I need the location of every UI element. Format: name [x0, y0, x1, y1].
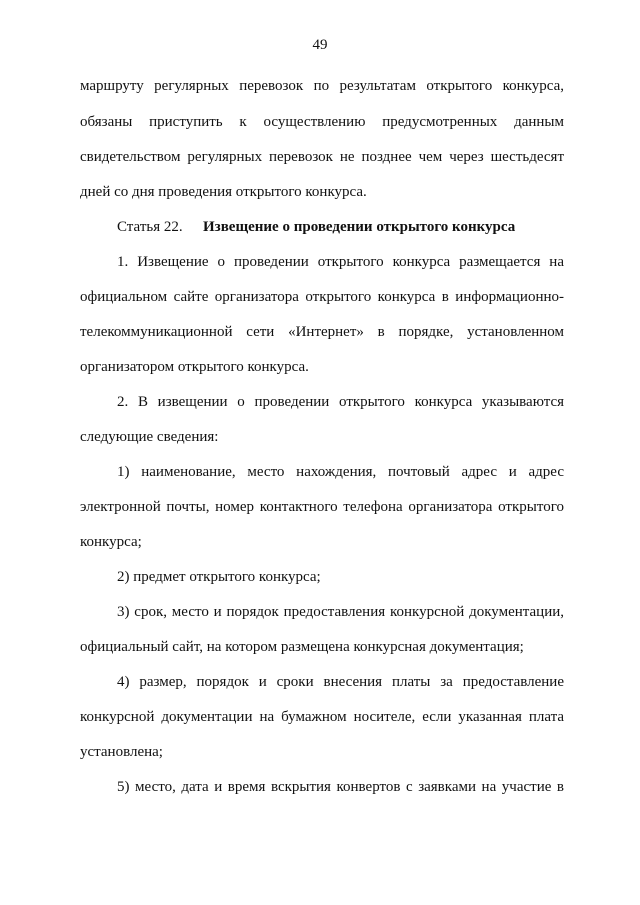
page-number: 49	[312, 37, 328, 53]
text-line: 1. Извещение о проведении открытого конкурса размещается на	[117, 254, 564, 270]
text-line: 1) наименование, место нахождения, почтовый адрес и адрес	[117, 464, 564, 480]
text-line: официальный сайт, на котором размещена конкурсная документация;	[80, 639, 524, 655]
text-line: обязаны приступить к осуществлению предусмотренных данным	[80, 114, 564, 130]
text-line: конкурса;	[80, 534, 142, 550]
text-line: дней со дня проведения открытого конкурса.	[80, 184, 367, 200]
text-line: телекоммуникационной сети «Интернет» в порядке, установленном	[80, 324, 564, 340]
text-line: 4) размер, порядок и сроки внесения платы за предоставление	[117, 674, 564, 690]
article-title: Извещение о проведении открытого конкурса	[203, 219, 516, 235]
text-line: установлена;	[80, 744, 163, 760]
text-line: 2. В извещении о проведении открытого конкурса указываются	[117, 394, 564, 410]
text-line: маршруту регулярных перевозок по результатам открытого конкурса,	[80, 78, 564, 94]
text-line: следующие сведения:	[80, 429, 219, 445]
text-line: конкурсной документации на бумажном носителе, если указанная плата	[80, 709, 564, 725]
text-line: 2) предмет открытого конкурса;	[117, 569, 321, 585]
text-line: официальном сайте организатора открытого конкурса в информационно-	[80, 289, 564, 305]
article-label: Статья 22.	[117, 219, 183, 235]
text-line: 5) место, дата и время вскрытия конвертов с заявками на участие в	[117, 779, 564, 795]
text-line: электронной почты, номер контактного телефона организатора открытого	[80, 499, 564, 515]
text-line: организатором открытого конкурса.	[80, 359, 309, 375]
text-line: свидетельством регулярных перевозок не позднее чем через шестьдесят	[80, 149, 564, 165]
text-line: 3) срок, место и порядок предоставления конкурсной документации,	[117, 604, 564, 620]
